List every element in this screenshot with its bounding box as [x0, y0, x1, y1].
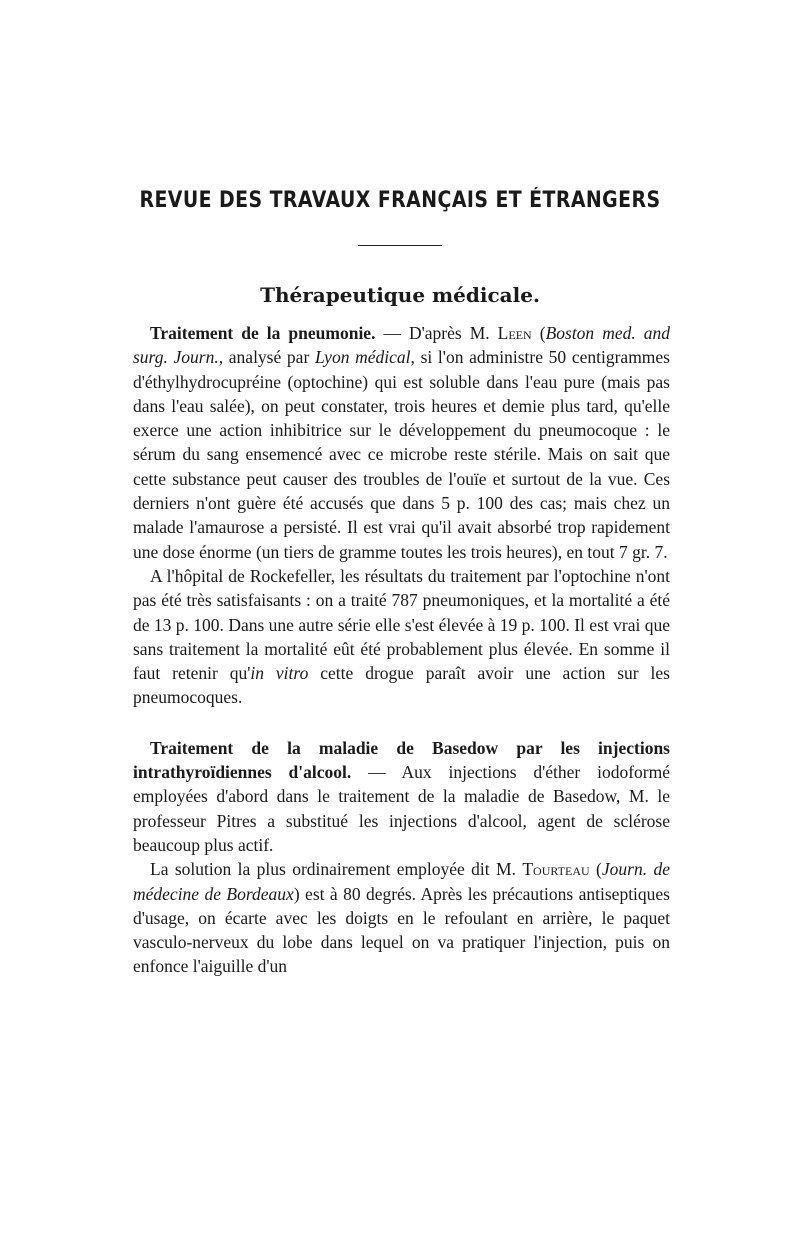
text-run: , si l'on administre 50 centigrammes d'éthylhydrocupréine (optochine) qui est soluble dans l'eau pure (mais pas dans l'eau salée), on peut constater, trois heures et demie plus tard, qu'elle exerce une action inhibitrice sur le développement du pneumocoque : le sérum du sang ensemencé avec ce microbe reste stérile. Mais on sait que cette substance peut causer des troubles de l'ouïe et surtout de la vue. Ces derniers n'ont guère été accusés que dans 5 p. 100 des cas; mais chez un malade l'amaurose a persisté. Il est vrai qu'il avait absorbé trop rapidement une dose énorme (un tiers de gramme toutes les trois heures), en tout 7 gr. 7. — [133, 347, 670, 562]
article-basedow-paragraph-1 — [133, 736, 670, 857]
article-pneumonie-paragraph-2 — [133, 564, 670, 710]
section-title: Thérapeutique médicale. — [260, 283, 540, 307]
text-run: ( — [531, 323, 546, 343]
article-heading-basedow: Traitement de la maladie de Basedow par les injections intrathyroïdiennes d'alcool. — [133, 737, 670, 783]
italic-term: in vitro — [250, 663, 309, 684]
header-rule — [358, 245, 442, 246]
body-text — [133, 321, 670, 979]
journal-citation: Lyon médical — [314, 347, 411, 368]
article-heading-pneumonie: Traitement de la pneumonie. — [150, 323, 376, 343]
journal-citation: Boston med. and surg. Journ. — [133, 323, 670, 368]
article-basedow-paragraph-2 — [133, 857, 670, 978]
article-pneumonie-paragraph-1 — [133, 321, 670, 564]
author-name: Tourteau — [522, 859, 590, 880]
running-header: REVUE DES TRAVAUX FRANÇAIS ET ÉTRANGERS — [139, 188, 661, 213]
text-run: , analysé par — [218, 347, 315, 368]
text-run: La solution la plus ordinairement employée dit M. — [150, 859, 523, 880]
author-name: Leen — [497, 323, 532, 343]
text-run: — Aux injections d'éther iodoformé employées d'abord dans le traitement de la maladie de Basedow, M. le professeur Pitres a substitué les injections d'alcool, agent de sclérose beaucoup plus actif. — [133, 762, 670, 855]
text-run: A l'hôpital de Rockefeller, les résultats du traitement par l'optochine n'ont pas été très satisfaisants : on a traité 787 pneumoniques, et la mortalité a été de 13 p. 100. Dans une autre série elle s'est élevée à 19 p. 100. Il est vrai que sans traitement la mortalité eût été probablement plus élevée. En somme il faut retenir qu' — [133, 565, 670, 684]
journal-citation: Journ. de médecine de Bordeaux — [133, 859, 670, 904]
text-run: ) est à 80 degrés. Après les précautions antiseptiques d'usage, on écarte avec les doigts en le refoulant en arrière, le paquet vasculo-nerveux du lobe dans lequel on va pratiquer l'injection, puis on enfonce l'aiguille d'un — [133, 883, 670, 977]
text-run: cette drogue paraît avoir une action sur les pneumocoques. — [133, 663, 670, 708]
text-run: — D'après M. — [375, 323, 498, 343]
text-run: ( — [589, 859, 602, 880]
